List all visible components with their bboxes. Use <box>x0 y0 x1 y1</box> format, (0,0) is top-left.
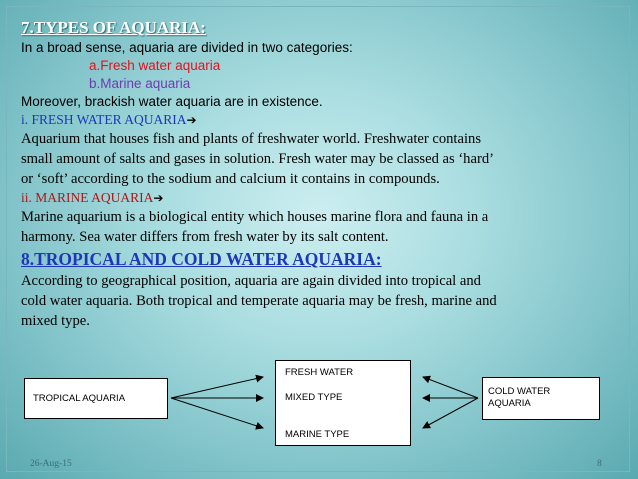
section-fresh-water-label: i. FRESH WATER AQUARIA <box>21 112 187 127</box>
arrow-right-icon: ➔ <box>153 191 164 205</box>
arrow-cold-to-marine <box>423 398 478 428</box>
fresh-water-line-2: small amount of salts and gases in solution. Fresh water may be classed as ‘hard’ <box>21 151 494 167</box>
fresh-water-type-label: FRESH WATER <box>285 367 354 378</box>
fresh-water-line-3: or ‘soft’ according to the sodium and calcium it contains in compounds. <box>21 171 440 187</box>
tropical-aquaria-box <box>24 378 168 419</box>
geo-line-2: cold water aquaria. Both tropical and temperate aquaria may be fresh, marine and <box>21 293 497 309</box>
arrow-right-icon: ➔ <box>186 113 197 127</box>
category-marine: b.Marine aquaria <box>89 76 191 91</box>
water-types-box <box>275 360 411 446</box>
geo-line-3: mixed type. <box>21 313 90 329</box>
marine-type-label: MARINE TYPE <box>285 429 350 440</box>
geo-line-1: According to geographical position, aquaria are again divided into tropical and <box>21 273 481 289</box>
fresh-water-line-1: Aquarium that houses fish and plants of freshwater world. Freshwater contains <box>21 131 481 147</box>
tropical-aquaria-label: TROPICAL AQUARIA <box>33 393 126 404</box>
footer-date: 26-Aug-15 <box>30 459 72 469</box>
arrow-cold-to-fresh <box>423 377 478 398</box>
arrow-tropical-to-fresh <box>171 377 263 398</box>
cold-water-label-line-1: COLD WATER <box>488 386 551 397</box>
mixed-type-label: MIXED TYPE <box>285 392 343 403</box>
cold-water-aquaria-box <box>482 377 600 420</box>
heading-tropical-cold-water: 8.TROPICAL AND COLD WATER AQUARIA: <box>21 249 382 269</box>
marine-line-2: harmony. Sea water differs from fresh water by its salt content. <box>21 229 389 245</box>
page-number: 8 <box>597 459 602 469</box>
arrow-tropical-to-marine <box>171 398 263 428</box>
marine-line-1: Marine aquarium is a biological entity which houses marine flora and fauna in a <box>21 209 489 225</box>
heading-types-of-aquaria: 7.TYPES OF AQUARIA: <box>21 18 206 37</box>
cold-water-label-line-2: AQUARIA <box>488 398 531 409</box>
category-fresh-water: a.Fresh water aquaria <box>89 58 221 73</box>
intro-text: In a broad sense, aquaria are divided in two categories: <box>21 40 353 55</box>
brackish-note: Moreover, brackish water aquaria are in existence. <box>21 94 323 109</box>
section-marine-label: ii. MARINE AQUARIA <box>21 190 154 205</box>
